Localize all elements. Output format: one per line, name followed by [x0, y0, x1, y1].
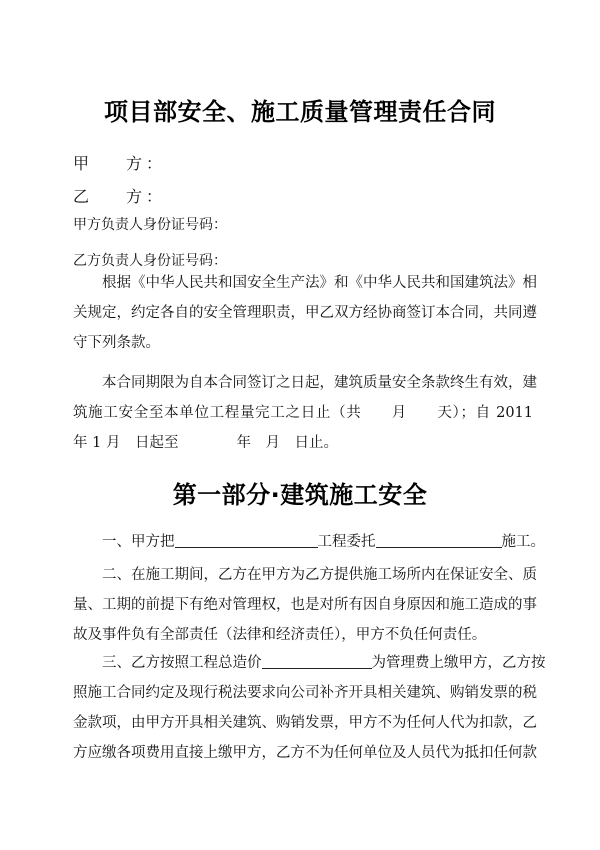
party-a-colon: ： [146, 154, 163, 173]
section-3-line: 金款项，由甲方开具相关建筑、购销发票，甲方不为任何人代为扣款，乙 [73, 715, 537, 731]
term-line: 本合同期限为自本合同签订之日起，建筑质量安全条款终生有效，建 [102, 375, 537, 391]
section-1-text-c: 施工。 [501, 534, 545, 550]
section-3-line: 照施工合同约定及现行税法要求向公司补齐开具相关建筑、购销发票的税 [73, 685, 537, 701]
party-b-id-line: 乙方负责人身份证号码： [73, 253, 227, 269]
section-2-line: 故及事件负有全部责任（法律和经济责任），甲方不负任何责任。 [73, 627, 487, 643]
section-3-line: 方应缴各项费用直接上缴甲方，乙方不为任何单位及人员代为抵扣任何款 [73, 745, 537, 761]
section-2-line: 二、在施工期间，乙方在甲方为乙方提供施工场所内在保证安全、质 [102, 567, 537, 583]
section-3-first-line [73, 648, 546, 678]
party-a-id-line: 甲方负责人身份证号码： [73, 217, 227, 233]
party-b-label-2: 方 [126, 187, 143, 206]
part-one-title: 第一部分·建筑施工安全 [172, 481, 428, 509]
party-b-label-1: 乙 [73, 187, 90, 206]
section-2 [73, 560, 537, 650]
term-paragraph [73, 368, 537, 458]
section-1-text-a: 一、甲方把 [102, 534, 175, 550]
section-3-text-b: 为管理费上缴甲方，乙方按 [371, 655, 546, 671]
term-line: 筑施工安全至本单位工程量完工之日止（共 月 天）；自 2011 [73, 405, 533, 421]
intro-paragraph [73, 268, 537, 358]
section-1-text-b: 工程委托 [317, 534, 376, 550]
intro-line: 守下列条款。 [73, 335, 160, 351]
project-name-blank[interactable] [175, 532, 318, 548]
contractor-blank[interactable] [376, 532, 502, 548]
section-3-text-a: 三、乙方按照工程总造价 [102, 655, 262, 671]
intro-line: 根据《中华人民共和国安全生产法》和《中华人民共和国建筑法》相 [102, 275, 537, 291]
party-a-line [73, 151, 162, 174]
intro-line: 关规定，约定各自的安全管理职责，甲乙双方经协商签订本合同，共同遵 [73, 305, 537, 321]
management-fee-blank[interactable] [262, 653, 372, 669]
term-line: 年 1 月 日起至 年 月 日止。 [73, 435, 338, 451]
document-title: 项目部安全、施工质量管理责任合同 [104, 98, 496, 126]
section-2-line: 量、工期的前提下有绝对管理权，也是对所有因自身原因和施工造成的事 [73, 597, 537, 613]
section-3 [73, 648, 546, 768]
party-a-label-1: 甲 [73, 154, 90, 173]
section-1 [73, 530, 562, 551]
party-b-colon: ： [146, 187, 163, 206]
party-b-line [73, 184, 162, 207]
party-a-label-2: 方 [126, 154, 143, 173]
